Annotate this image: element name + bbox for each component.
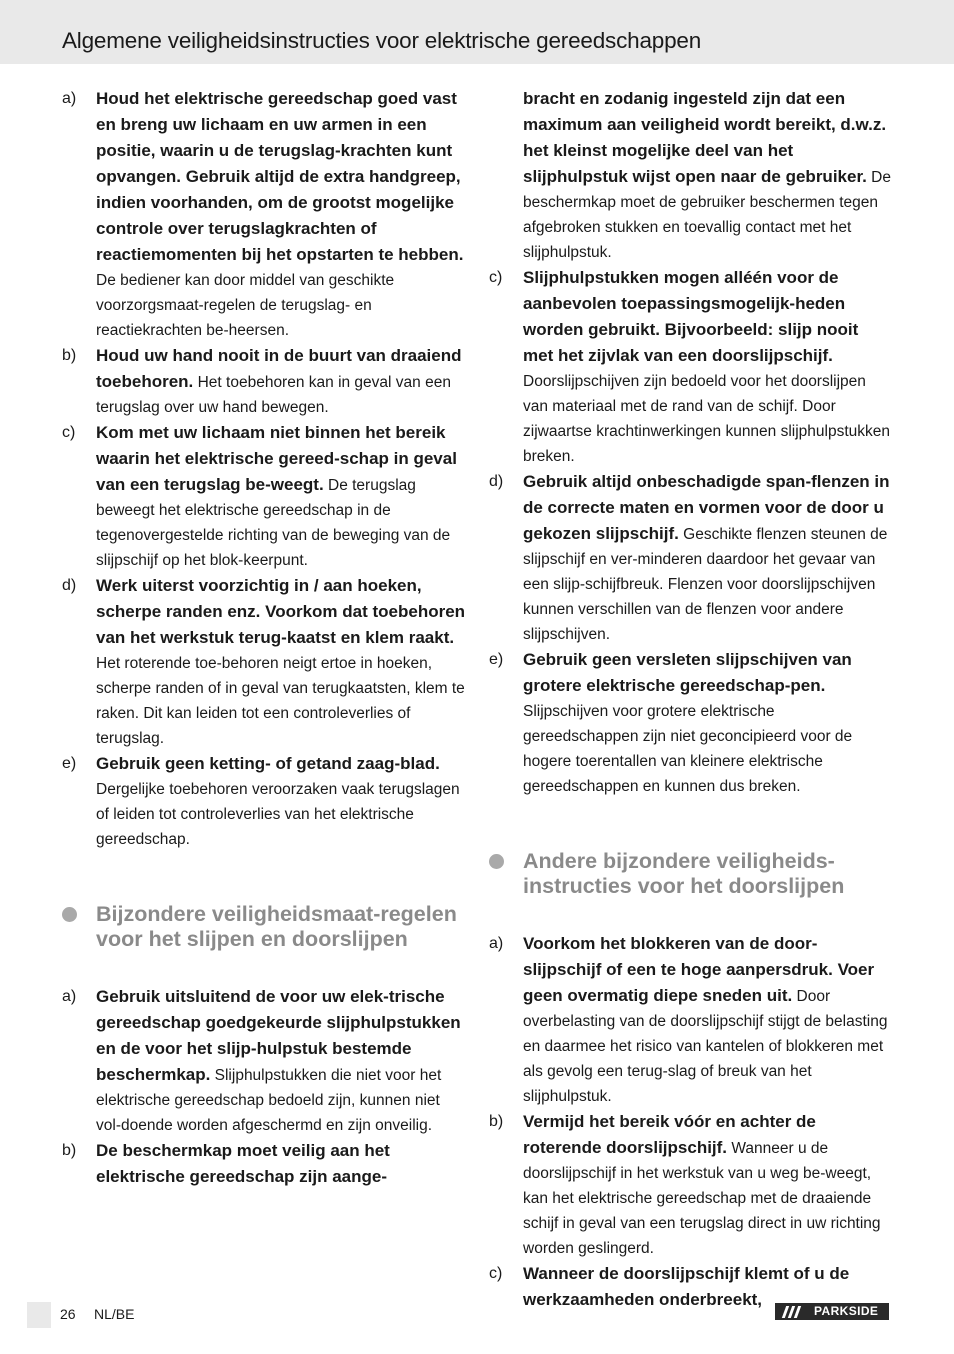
item-bold-text: Houd het elektrische gereedschap goed vast en breng uw lichaam en uw armen in een positie, waarin u de terugslag-krachten kunt opvangen. Gebruik altijd de extra handgreep, indien voorhanden, om de grootst mogelijke controle over terugslagkrachten of reactiemomenten bij het opstarten te hebben. bbox=[96, 89, 464, 264]
item-body bbox=[523, 931, 891, 1109]
item-body bbox=[523, 265, 891, 469]
item-label: b) bbox=[62, 347, 77, 364]
item-text: De terugslag beweegt het elektrische gereedschap in de tegenovergestelde richting van de beweging van de slijpschijf op het blok-keerpunt. bbox=[96, 477, 451, 569]
list-item bbox=[489, 469, 891, 647]
item-text: De bediener kan door middel van geschikte voorzorgsmaat-regelen de terugslag- en reactiekrachten be-heersen. bbox=[96, 272, 395, 339]
continued-bold: bracht en zodanig ingesteld zijn dat een maximum aan veiligheid wordt bereikt, d.w.z. het kleinst mogelijke deel van het slijphulpstuk wijst open naar de gebruiker. bbox=[523, 89, 887, 186]
item-body bbox=[96, 343, 468, 420]
list-item bbox=[62, 984, 468, 1138]
section-heading: Andere bijzondere veiligheids-instructies voor het doorslijpen bbox=[523, 849, 845, 898]
list-item bbox=[62, 573, 468, 751]
item-label: d) bbox=[62, 577, 77, 594]
list-item bbox=[489, 265, 891, 469]
item-label: c) bbox=[489, 269, 503, 286]
section-header-grinding bbox=[62, 902, 468, 952]
logo-stripes-icon bbox=[784, 1306, 806, 1318]
section-header-cutting bbox=[489, 849, 891, 899]
item-bold-text: Houd uw hand nooit in de buurt van draaiend toebehoren. bbox=[96, 346, 462, 391]
list-item bbox=[62, 1138, 468, 1190]
item-text: Geschikte flenzen steunen de slijpschijf en ver-minderen daardoor het gevaar van een slijp-schijfbreuk. Flenzen voor doorslijpschijven kunnen verschillen van de flenzen voor andere slijpschijven. bbox=[523, 526, 888, 643]
page-title: Algemene veiligheidsinstructies voor elektrische gereedschappen bbox=[62, 28, 702, 53]
item-label: a) bbox=[489, 935, 504, 952]
list-item bbox=[489, 1109, 891, 1261]
list-item bbox=[62, 86, 468, 343]
header-bar bbox=[0, 0, 954, 64]
left-item-list bbox=[62, 86, 468, 852]
item-body bbox=[96, 86, 468, 343]
item-body bbox=[96, 984, 468, 1138]
footer-page-box bbox=[27, 1302, 51, 1328]
item-label: a) bbox=[62, 90, 77, 107]
right-section-item-list bbox=[489, 931, 891, 1313]
item-text: Wanneer u de doorslijpschijf in het werkstuk van u weg be-weegt, kan het elektrische gereedschap met de draaiende schijf in geval van een terugslag direct in uw richting worden geslingerd. bbox=[523, 1140, 881, 1257]
left-column bbox=[62, 86, 468, 1190]
item-bold-text: Werk uiterst voorzichtig in / aan hoeken, scherpe randen enz. Voorkom dat toebehoren van het werkstuk terug-kaatst en klem raakt. bbox=[96, 576, 466, 647]
list-item bbox=[62, 343, 468, 420]
item-label: a) bbox=[62, 988, 77, 1005]
item-bold-text: Gebruik geen versleten slijpschijven van grotere elektrische gereedschap-pen. bbox=[523, 650, 852, 695]
language-code: NL/BE bbox=[94, 1306, 135, 1322]
item-text: Doorslijpschijven zijn bedoeld voor het doorslijpen van materiaal met de rand van de schijf. Door zijwaartse krachtinwerkingen kunnen slijphulpstukken breken. bbox=[523, 373, 891, 465]
item-label: e) bbox=[489, 651, 504, 668]
item-body bbox=[523, 1109, 891, 1261]
page-number: 26 bbox=[60, 1306, 76, 1322]
item-label: c) bbox=[489, 1265, 503, 1282]
item-bold-text: Kom met uw lichaam niet binnen het bereik waarin het elektrische gereed-schap in geval van een terugslag be-weegt. bbox=[96, 423, 457, 494]
item-body bbox=[96, 1138, 468, 1190]
continued-text: De beschermkap moet de gebruiker beschermen tegen afgebroken stukken en toevallig contact met het slijphulpstuk. bbox=[523, 169, 891, 261]
list-item bbox=[62, 420, 468, 573]
item-bold-text: Gebruik altijd onbeschadigde span-flenzen in de correcte maten en vormen voor de door u gekozen slijpschijf. bbox=[523, 472, 890, 543]
parkside-logo bbox=[775, 1303, 889, 1320]
right-column bbox=[489, 86, 891, 1313]
item-text: Slijpschijven voor grotere elektrische gereedschappen zijn niet geconcipieerd voor de hogere toerentallen van kleinere elektrische gereedschappen en kunnen dus breken. bbox=[523, 703, 853, 795]
item-bold-text: Gebruik uitsluitend de voor uw elek-trische gereedschap goedgekeurde slijphulpstukken en de voor het slijp-hulpstuk bestemde beschermkap. bbox=[96, 987, 461, 1084]
logo-text: PARKSIDE bbox=[814, 1304, 879, 1318]
item-body bbox=[523, 469, 891, 647]
item-text: Door overbelasting van de doorslijpschijf stijgt de belasting en daarmee het risico van kantelen of blokkeren met als gevolg een terug-slag of breuk van het slijphulpstuk. bbox=[523, 988, 888, 1105]
bullet-dot-icon bbox=[62, 907, 77, 922]
item-label: c) bbox=[62, 424, 76, 441]
item-label: e) bbox=[62, 755, 77, 772]
item-text: Het roterende toe-behoren neigt ertoe in hoeken, scherpe randen of in geval van terugkaatsten, klem te raken. Dit kan leiden tot een controleverlies of terugslag. bbox=[96, 655, 465, 747]
item-text: Dergelijke toebehoren veroorzaken vaak terugslagen of leiden tot controleverlies van het elektrische gereedschap. bbox=[96, 781, 460, 848]
left-section-item-list bbox=[62, 984, 468, 1190]
item-bold-text: Gebruik geen ketting- of getand zaag-blad. bbox=[96, 754, 440, 773]
list-item bbox=[489, 647, 891, 799]
item-body bbox=[96, 573, 468, 751]
item-bold-text: Slijphulpstukken mogen alléén voor de aanbevolen toepassingsmogelijk-heden worden gebruikt. Bijvoorbeeld: slijp nooit met het zijvlak van een doorslijpschijf. bbox=[523, 268, 859, 365]
item-bold-text: Voorkom het blokkeren van de door-slijpschijf of een te hoge aanpersdruk. Voer geen overmatig diepe sneden uit. bbox=[523, 934, 875, 1005]
item-body bbox=[96, 420, 468, 573]
continued-paragraph bbox=[489, 86, 891, 265]
bullet-dot-icon bbox=[489, 854, 504, 869]
item-body bbox=[96, 751, 468, 852]
item-label: d) bbox=[489, 473, 504, 490]
item-text: Slijphulpstukken die niet voor het elektrische gereedschap bedoeld zijn, kunnen niet vol-doende worden afgeschermd en zijn onveilig. bbox=[96, 1067, 442, 1134]
item-bold-text: Vermijd het bereik vóór en achter de roterende doorslijpschijf. bbox=[523, 1112, 816, 1157]
item-body bbox=[523, 647, 891, 799]
list-item bbox=[62, 751, 468, 852]
list-item bbox=[489, 931, 891, 1109]
right-item-list bbox=[489, 265, 891, 799]
item-bold-text: Wanneer de doorslijpschijf klemt of u de werkzaamheden onderbreekt, bbox=[523, 1264, 850, 1309]
item-bold-text: De beschermkap moet veilig aan het elektrische gereedschap zijn aange- bbox=[96, 1141, 390, 1186]
item-label: b) bbox=[62, 1142, 77, 1159]
item-label: b) bbox=[489, 1113, 504, 1130]
section-heading: Bijzondere veiligheidsmaat-regelen voor het slijpen en doorslijpen bbox=[96, 902, 457, 951]
item-text: Het toebehoren kan in geval van een terugslag over uw hand bewegen. bbox=[96, 374, 451, 416]
